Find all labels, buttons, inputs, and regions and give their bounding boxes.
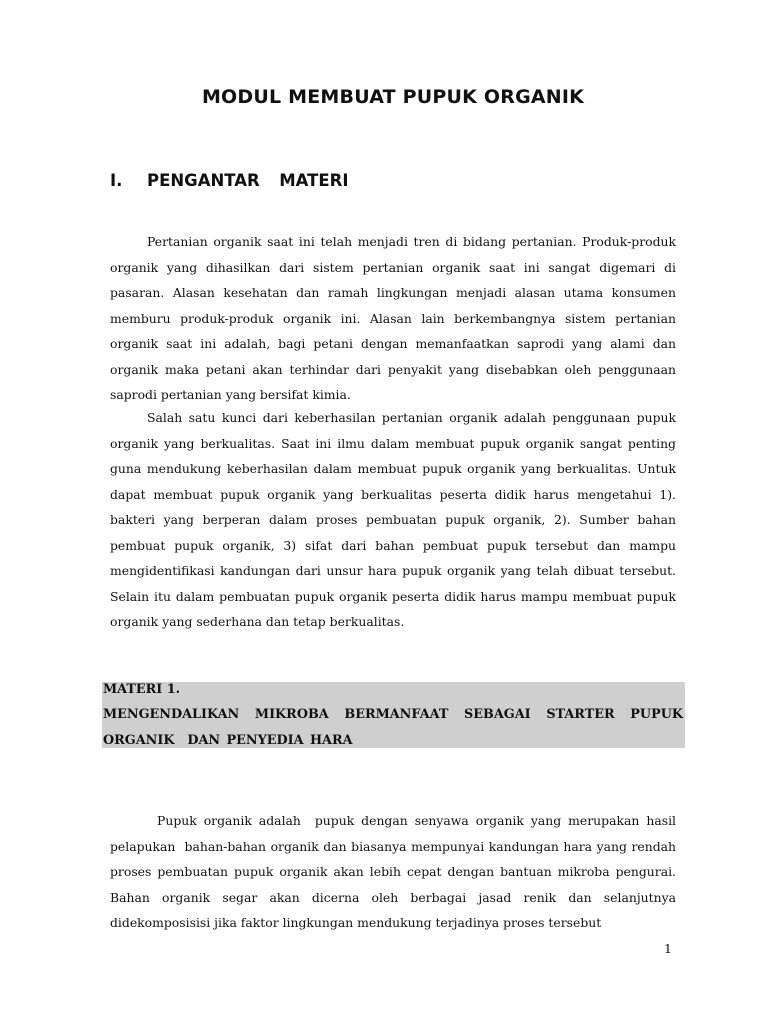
materi-paragraph: Pupuk organik adalah pupuk dengan senyawa organik yang merupakan hasil pelapukan bahan-bahan organik dan biasanya mempunyai kandungan hara yang rendah proses pembuatan pupuk organik akan lebih cepat dengan bantuan mikroba pengurai. Bahan organik segar akan dicerna oleh berbagai jasad renik dan selanjutnya didekomposisisi jika faktor lingkungan mendukung terjadinya proses tersebut	[110, 813, 680, 930]
section-title: PENGANTAR MATERI	[147, 171, 349, 190]
materi-heading-box	[102, 682, 685, 748]
intro-paragraph-2: Salah satu kunci dari keberhasilan pertanian organik adalah penggunaan pupuk organik yang berkualitas. Saat ini ilmu dalam membuat pupuk organik sangat penting guna mendukung keberhasilan dalam membuat pupuk organik yang berkualitas. Untuk dapat membuat pupuk organik yang berkualitas peserta didik harus mengetahui 1). bakteri yang berperan dalam proses pembuatan pupuk organik, 2). Sumber bahan pembuat pupuk organik, 3) sifat dari bahan pembuat pupuk tersebut dan mampu mengidentifikasi kandungan dari unsur hara pupuk organik yang telah dibuat tersebut. Selain itu dalam pembuatan pupuk organik peserta didik harus mampu membuat pupuk organik yang sederhana dan tetap berkualitas.	[110, 410, 676, 629]
section-heading	[110, 171, 349, 190]
intro-paragraph-1: Pertanian organik saat ini telah menjadi tren di bidang pertanian. Produk-produk organik yang dihasilkan dari sistem pertanian organik saat ini sangat digemari di pasaran. Alasan kesehatan dan ramah lingkungan menjadi alasan utama konsumen memburu produk-produk organik ini. Alasan lain berkembangnya sistem pertanian organik saat ini adalah, bagi petani dengan memanfaatkan saprodi yang alami dan organik maka petani akan terhindar dari penyakit yang disebabkan oleh penggunaan saprodi pertanian yang bersifat kimia.	[110, 234, 676, 402]
section-number: I.	[110, 171, 123, 190]
page-number: 1	[664, 941, 672, 956]
materi-label: MATERI 1.	[103, 682, 181, 697]
materi-heading-line-2: ORGANIK DAN PENYEDIA HARA	[103, 733, 353, 748]
document-title: MODUL MEMBUAT PUPUK ORGANIK	[201, 86, 585, 108]
materi-heading-line-1: MENGENDALIKAN MIKROBA BERMANFAAT SEBAGAI STARTER PUPUK	[103, 707, 683, 722]
